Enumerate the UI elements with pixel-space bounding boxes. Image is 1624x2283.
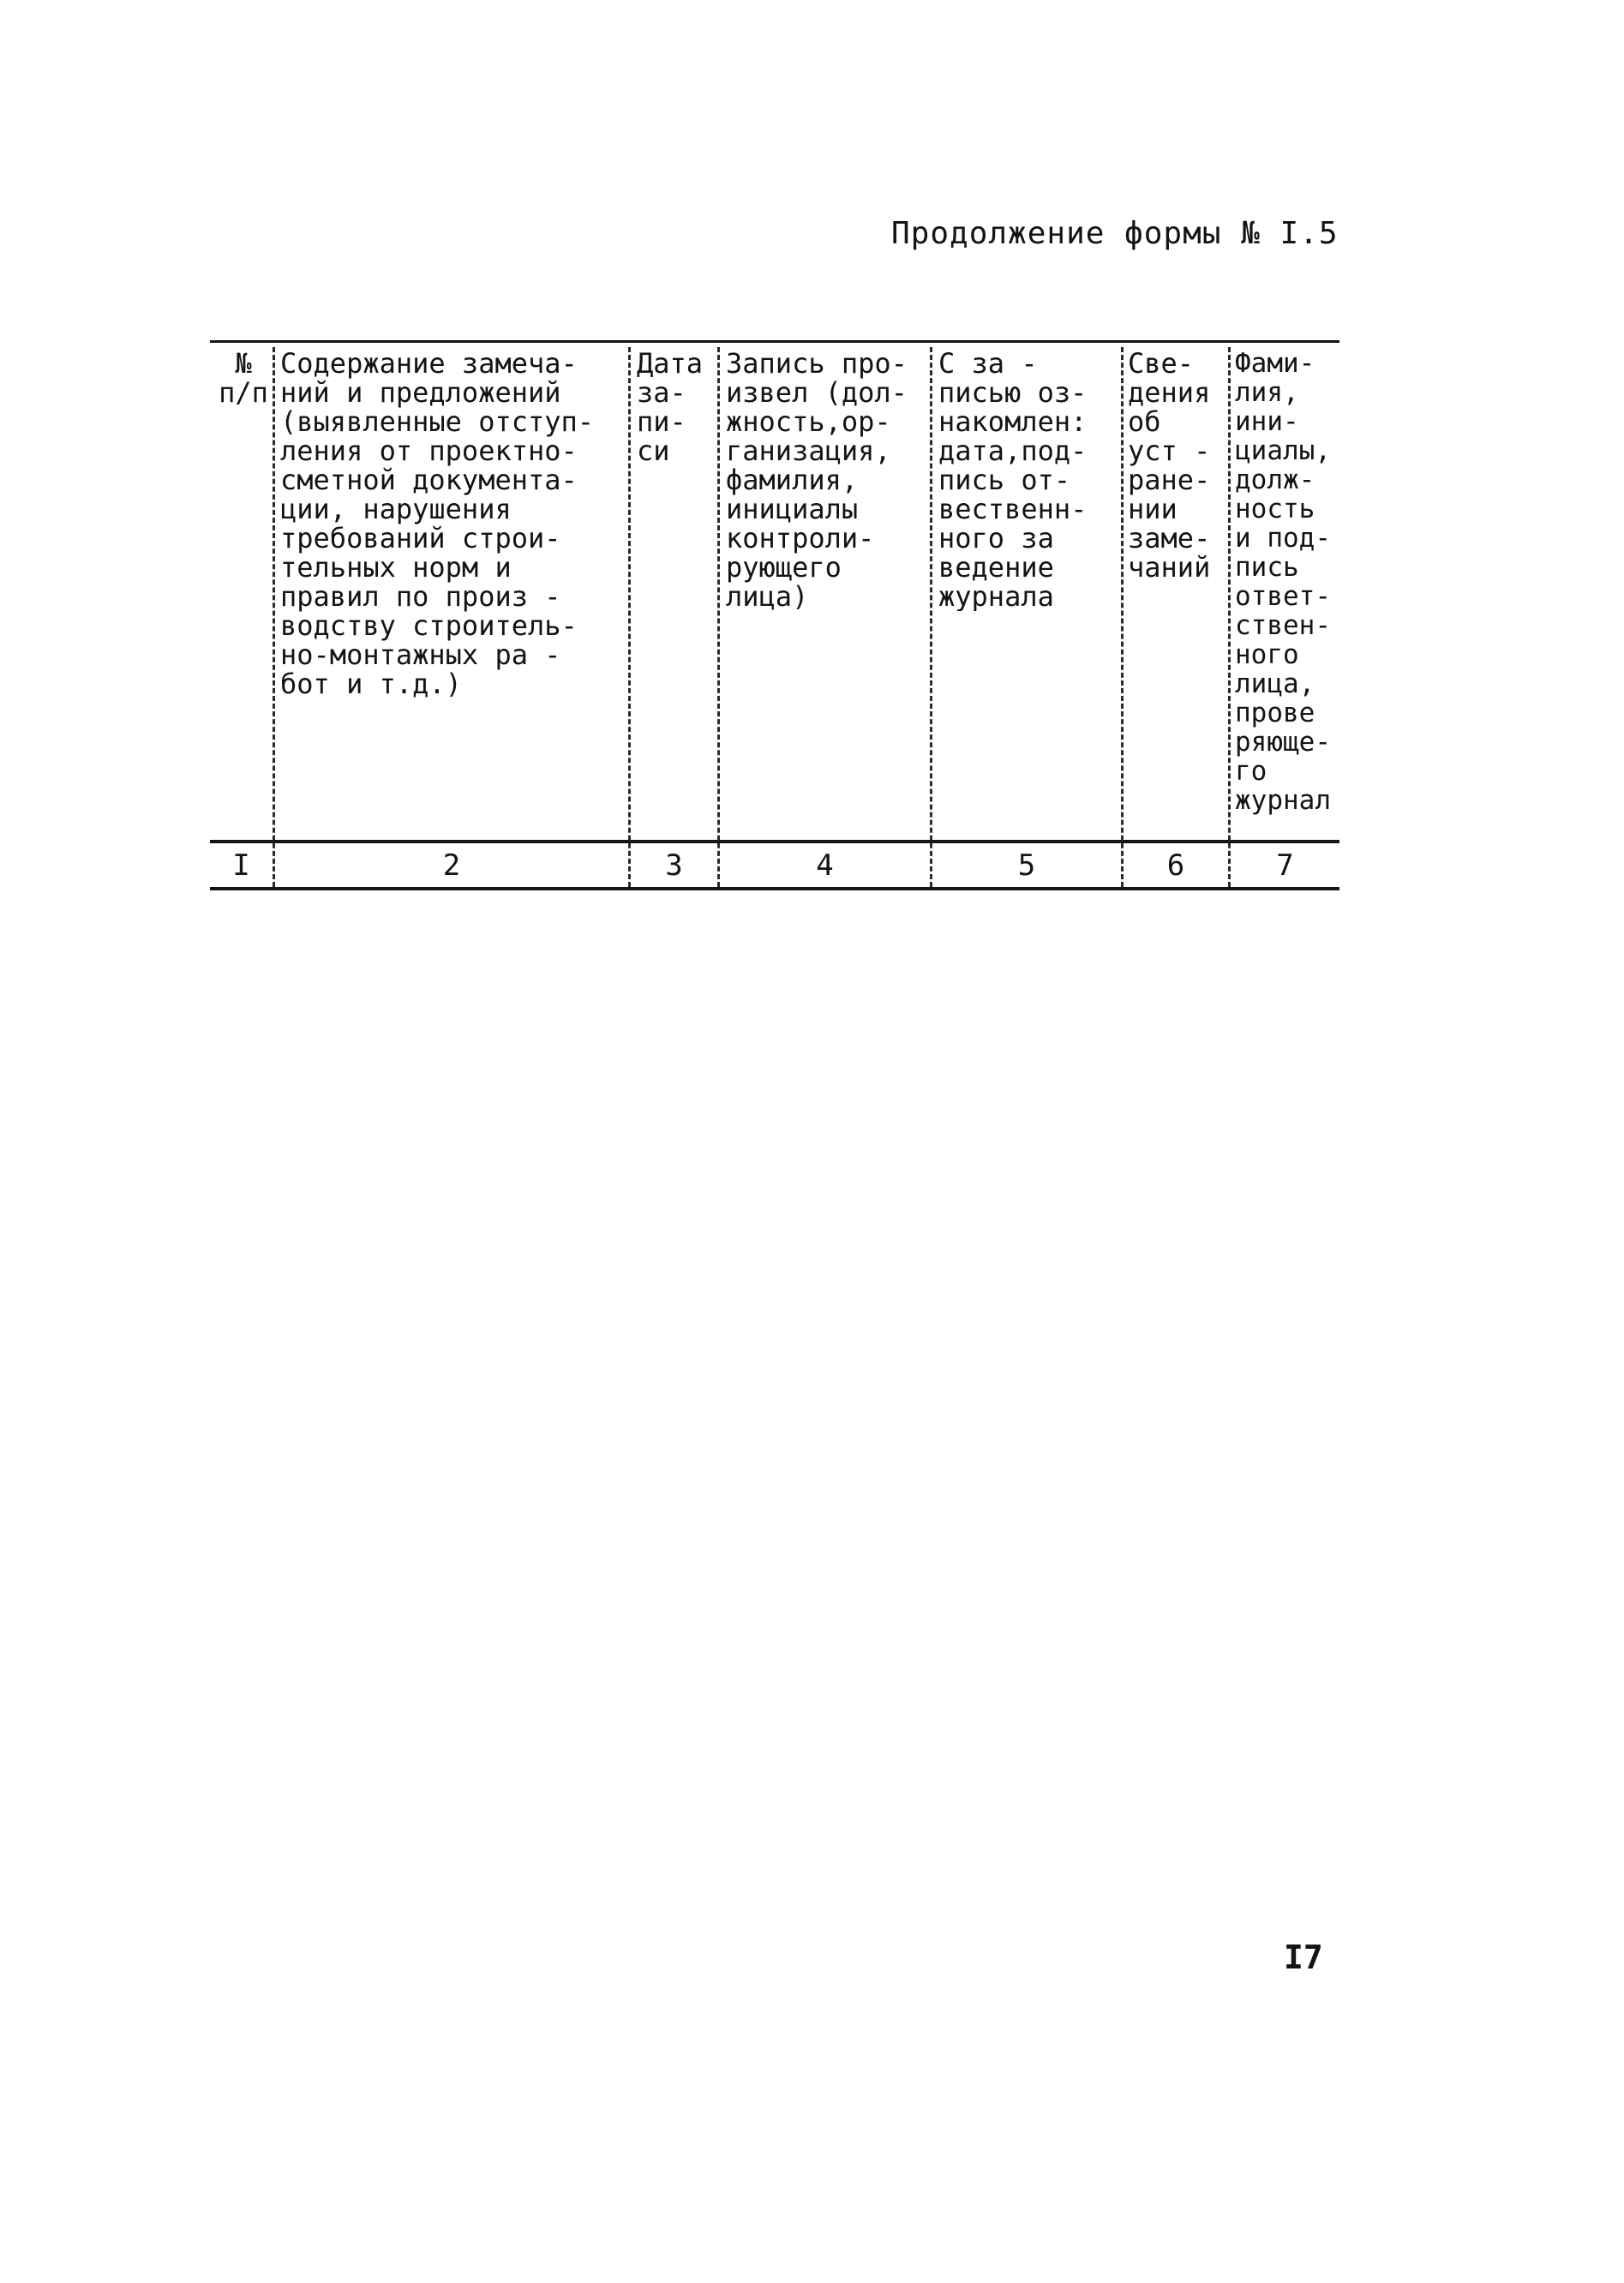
- column-header-number: № п/п: [219, 349, 268, 407]
- column-number-cell: 5: [1017, 848, 1036, 883]
- column-header-entry-author: Запись про- извел (дол- жность,ор- ганизация, фамилия, инициалы контроли- рующего лица): [726, 349, 908, 611]
- column-header-acknowledged: С за - писью оз- накомлен: дата,под- пись от- вественн- ного за ведение журнала: [938, 349, 1088, 611]
- column-number-cell: 6: [1166, 848, 1185, 883]
- table-bottom-rule: [210, 887, 1339, 890]
- column-separator: [1228, 347, 1231, 887]
- table-top-rule: [210, 340, 1339, 343]
- column-header-remedy-info: Све- дения об уст - ране- нии заме- чаний: [1128, 349, 1211, 582]
- form-continuation-label: Продолжение формы № I.5: [891, 216, 1339, 251]
- column-separator: [1121, 347, 1124, 887]
- column-header-inspector: Фами- лия, ини- циалы, долж- ность и под- пись ответ- ствен- ного лица, прове ряюще- го журнал: [1235, 349, 1331, 815]
- column-header-remarks: Содержание замеча- ний и предложений (выявленные отступ- ления от проектно- сметной документа- ции, нарушения требований строи- тельных норм и правил по произ - водству строитель- но-монтажных ра - бот и т.д.): [280, 349, 595, 698]
- table-header-divider: [210, 840, 1339, 843]
- column-number-cell: 2: [442, 848, 461, 883]
- column-separator: [273, 347, 275, 887]
- column-number-cell: 7: [1276, 848, 1294, 883]
- column-separator: [628, 347, 631, 887]
- column-number-cell: 4: [816, 848, 834, 883]
- column-separator: [717, 347, 720, 887]
- column-number-cell: 3: [665, 848, 683, 883]
- column-header-date: Дата за- пи- си: [637, 349, 704, 465]
- column-separator: [930, 347, 932, 887]
- page-number: I7: [1284, 1938, 1323, 1976]
- column-number-cell: I: [232, 848, 250, 883]
- inspection-journal-table: [210, 339, 1339, 891]
